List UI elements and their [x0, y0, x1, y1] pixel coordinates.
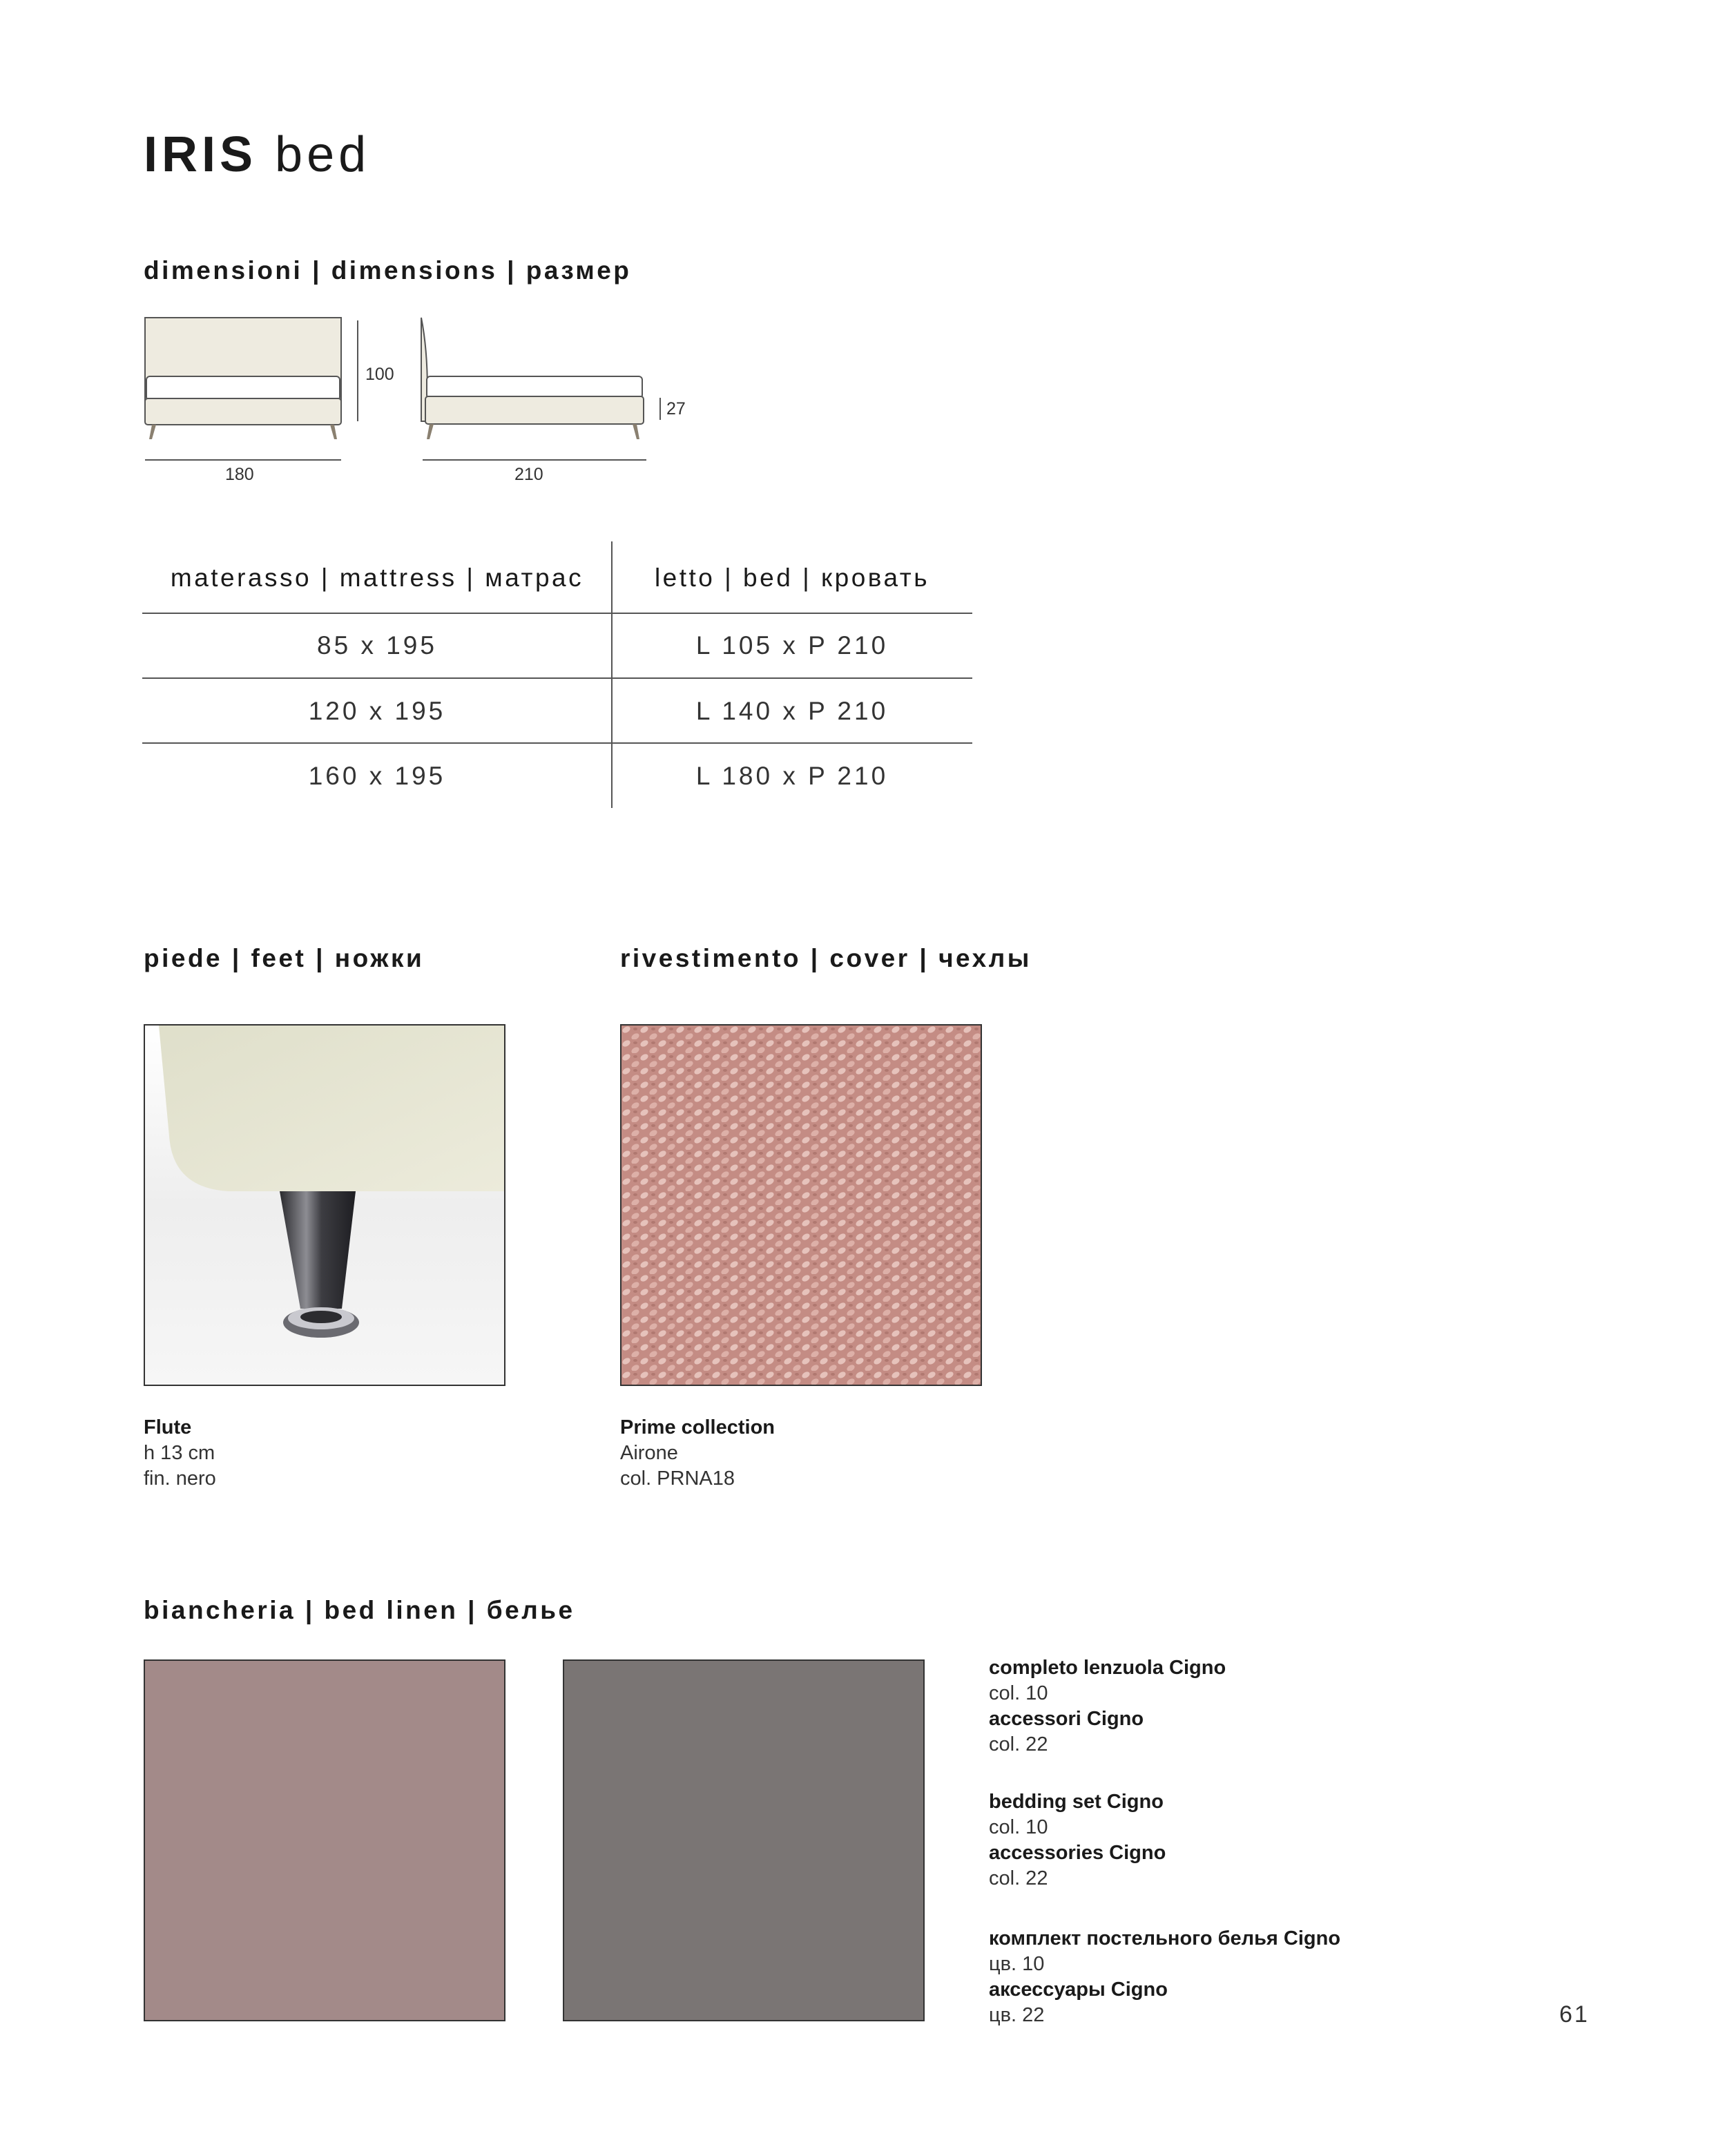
linen-accessories-en: accessories Cigno	[989, 1842, 1166, 1864]
frame-height-label: 27	[666, 399, 686, 418]
table-cell-bed: L 140 x P 210	[695, 697, 889, 725]
mattress-shape	[146, 376, 340, 401]
fabric-weave-texture	[621, 1026, 981, 1385]
linen-accessories-color-en: col. 22	[989, 1867, 1048, 1889]
bed-foot-illustration	[145, 1026, 504, 1385]
linen-set-color-en: col. 10	[989, 1816, 1048, 1838]
cover-collection: Prime collection	[620, 1416, 775, 1438]
height-label: 100	[365, 365, 394, 384]
linen-set-color-ru: цв. 10	[989, 1953, 1045, 1975]
bed-front-view-drawing	[138, 311, 428, 490]
mattress-side-shape	[427, 376, 642, 398]
bed-linen-swatch-accessories	[563, 1659, 925, 2021]
cover-fabric-name: Airone	[620, 1442, 678, 1464]
linen-set-it: completo lenzuola Cigno	[989, 1657, 1226, 1679]
bed-frame-shape	[145, 398, 341, 425]
width-label: 180	[225, 465, 254, 484]
cover-heading: rivestimento | cover | чехлы	[620, 944, 1032, 972]
bed-leg-left	[149, 425, 156, 439]
length-label: 210	[514, 465, 543, 484]
linen-set-color-it: col. 10	[989, 1682, 1048, 1704]
feet-name: Flute	[144, 1416, 192, 1438]
linen-accessories-color-it: col. 22	[989, 1733, 1048, 1755]
bed-leg-right	[330, 425, 337, 439]
linen-accessories-color-ru: цв. 22	[989, 2004, 1045, 2026]
bed-side-view-drawing	[414, 311, 704, 490]
table-cell-bed: L 105 x P 210	[695, 631, 889, 660]
feet-finish: fin. nero	[144, 1467, 216, 1490]
cover-color-code: col. PRNA18	[620, 1467, 735, 1490]
table-cell-bed: L 180 x P 210	[695, 762, 889, 790]
table-row-divider	[142, 677, 972, 679]
table-row-divider	[142, 742, 972, 744]
bed-leg-side-right	[633, 424, 639, 439]
feet-image	[144, 1024, 505, 1386]
page-title	[144, 127, 371, 182]
table-cell-mattress: 120 x 195	[308, 697, 446, 725]
bed-frame-side-shape	[425, 396, 644, 424]
bed-linen-swatch-sheets	[144, 1659, 505, 2021]
table-header-mattress: materasso | mattress | матрас	[170, 564, 584, 592]
table-header-divider	[142, 613, 972, 614]
bed-leg-side-left	[427, 424, 434, 439]
linen-set-en: bedding set Cigno	[989, 1791, 1164, 1813]
table-cell-mattress: 85 x 195	[317, 631, 437, 660]
table-cell-mattress: 160 x 195	[308, 762, 446, 790]
cover-fabric-swatch	[620, 1024, 982, 1386]
linen-accessories-it: accessori Cigno	[989, 1708, 1144, 1730]
dimensions-heading: dimensioni | dimensions | размер	[144, 256, 632, 285]
linen-accessories-ru: аксессуары Cigno	[989, 1979, 1168, 2001]
feet-heading: piede | feet | ножки	[144, 944, 425, 972]
bed-linen-heading: biancheria | bed linen | белье	[144, 1596, 575, 1624]
title-product-type: bed	[275, 127, 371, 182]
page-number: 61	[1559, 2001, 1590, 2028]
linen-set-ru: комплект постельного белья Cigno	[989, 1927, 1341, 1950]
table-header-bed: letto | bed | кровать	[654, 564, 930, 592]
title-product-name: IRIS	[144, 127, 258, 182]
feet-height: h 13 cm	[144, 1442, 215, 1464]
